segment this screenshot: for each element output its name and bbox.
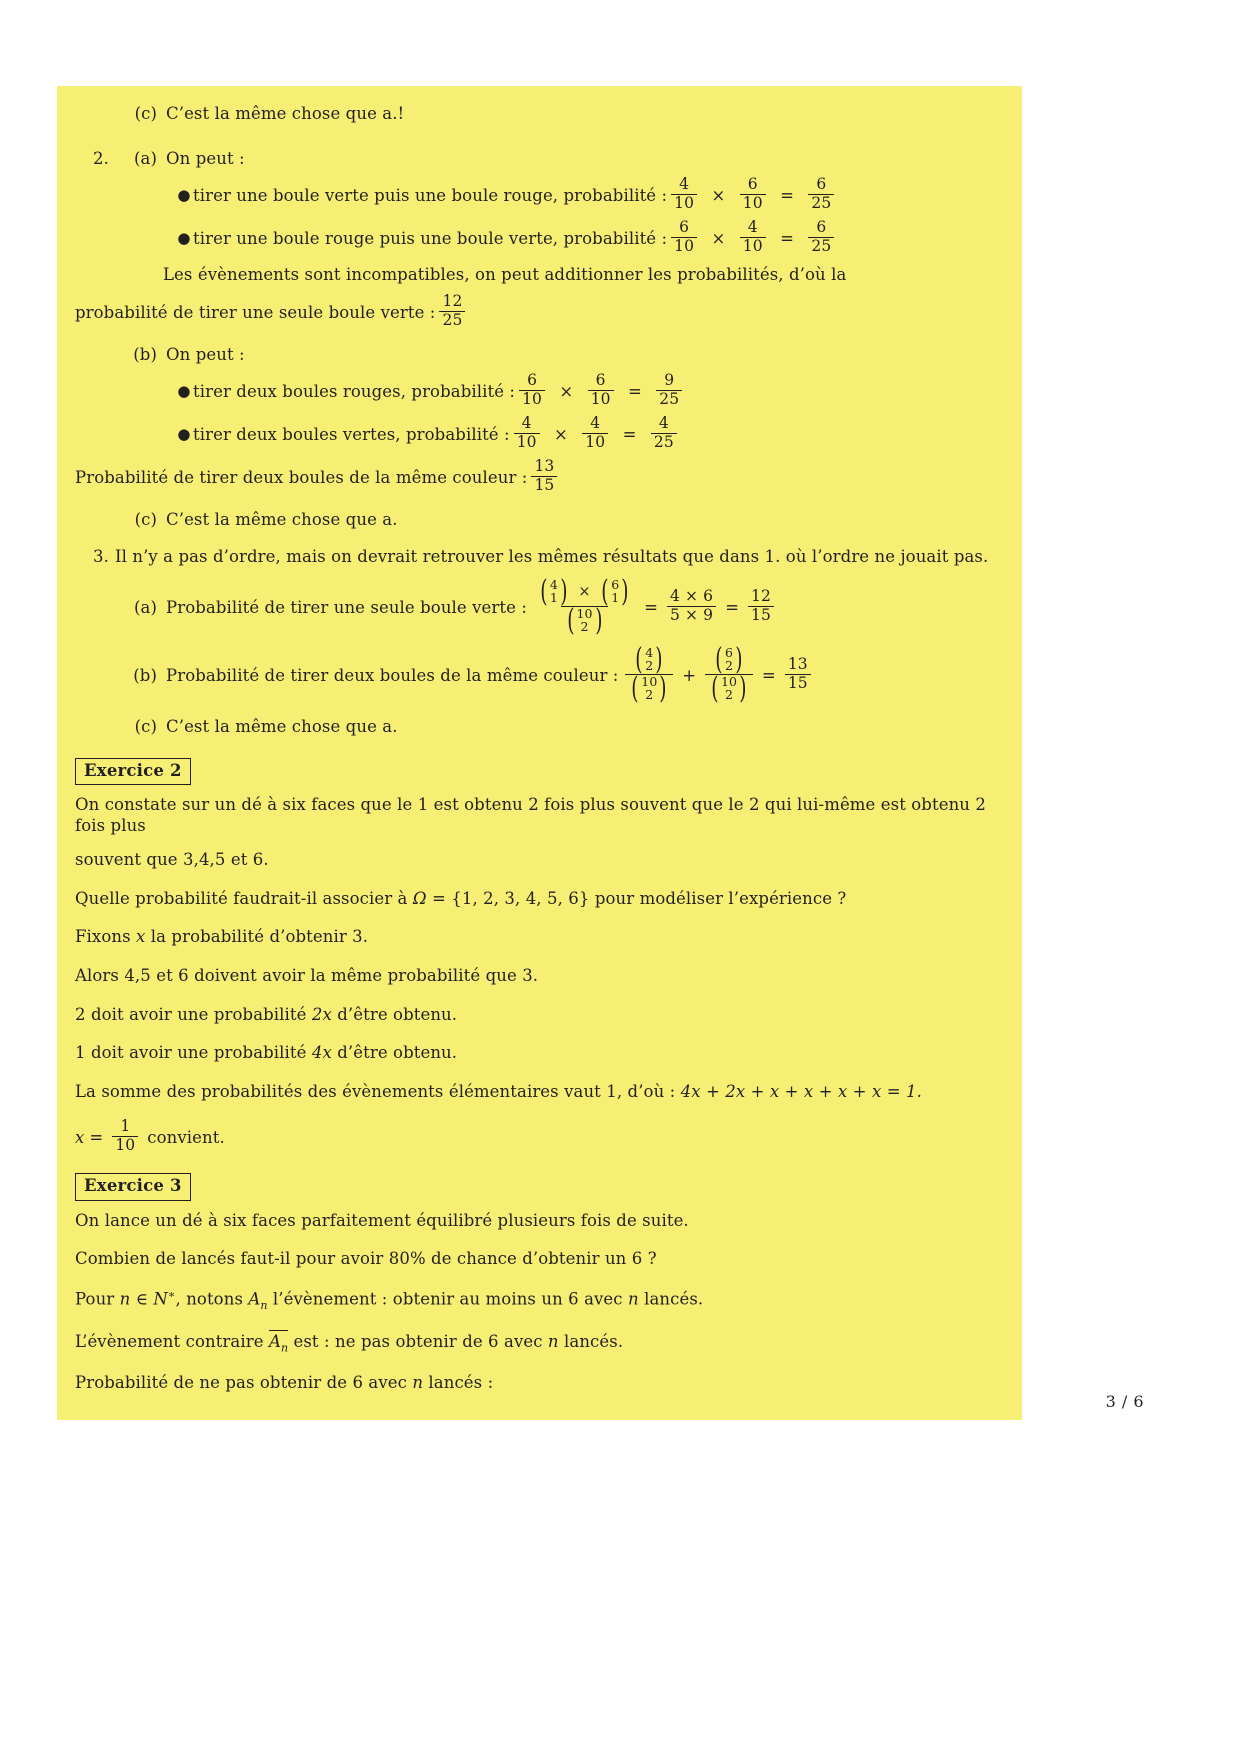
bullet-dot-icon: ●	[177, 229, 191, 248]
fraction-6-25	[808, 220, 834, 255]
fraction-numerator: 6	[816, 175, 827, 194]
exercice3-p4-after: lancés.	[558, 1332, 624, 1352]
variable-n: n	[547, 1332, 559, 1352]
list-label-2c: (c)	[134, 509, 157, 529]
fraction-numerator: 6	[595, 371, 606, 390]
conclusion-2a-line1: Les évènements sont incompatibles, on peut additionner les probabilités, d’où la	[163, 265, 847, 285]
exercice-2-heading: Exercice 2	[75, 758, 191, 785]
exercice2-p3-after: pour modéliser l’expérience ?	[589, 888, 847, 908]
list-item-2b-intro	[75, 345, 1004, 366]
fraction-denominator: 25	[651, 433, 677, 451]
event-A-subscript-n: n	[280, 1341, 289, 1355]
event-A: A	[248, 1289, 261, 1309]
binomial-top: 4	[549, 577, 558, 593]
left-paren: (	[715, 642, 723, 678]
binomial-top: 10	[720, 673, 738, 689]
event-A: A	[268, 1332, 281, 1352]
fraction-4x6-over-5x9	[667, 586, 716, 624]
binomial-stack	[550, 579, 558, 605]
bullet-2b-1-text: tirer deux boules rouges, probabilité :	[193, 382, 516, 402]
math-4x: 4x	[311, 1043, 332, 1063]
fraction-12-15	[748, 586, 774, 624]
list-text-2c: C’est la même chose que a.	[166, 509, 398, 529]
list-number-2: 2.	[93, 148, 109, 168]
math-2x: 2x	[311, 1004, 332, 1024]
binomial-4-2	[633, 642, 665, 678]
exercice3-paragraph-5	[75, 1373, 1004, 1394]
equals-operator: =	[89, 1127, 104, 1147]
exercice3-p5-after: lancés :	[423, 1373, 494, 1393]
binomial-top: 6	[611, 577, 620, 593]
right-paren: )	[739, 670, 747, 706]
fraction-denominator: 10	[582, 433, 608, 451]
list-body-3b	[166, 642, 1004, 706]
exercice2-p6-after: d’être obtenu.	[331, 1004, 458, 1024]
binomial-top: 4	[645, 645, 654, 661]
exercice2-paragraph-3	[75, 889, 1004, 910]
omega-symbol: Ω	[412, 888, 427, 908]
fraction-binom42-over-binom102	[625, 642, 673, 706]
fraction-denominator: 5 × 9	[667, 606, 716, 624]
conclusion-2b-text: Probabilité de tirer deux boules de la même couleur :	[75, 468, 528, 488]
binomial-bottom: 2	[724, 658, 734, 674]
left-paren: (	[631, 670, 640, 706]
fraction-denominator: 10	[740, 237, 766, 255]
fraction-numerator: 9	[664, 371, 675, 390]
bullet-dot-icon: ●	[177, 425, 191, 444]
conclusion-2b	[75, 457, 1004, 496]
list-text-3a: Probabilité de tirer une seule boule verte :	[166, 597, 528, 617]
bullet-2a-1-math	[667, 175, 838, 214]
multiply-operator: ×	[559, 382, 574, 402]
exercice3-p3-before: Pour	[75, 1289, 120, 1309]
highlighted-content-block	[57, 86, 1022, 1420]
fraction-numerator: 4	[658, 414, 669, 433]
list-item-3a	[75, 574, 1004, 638]
multiply-operator: ×	[553, 425, 568, 445]
multiply-operator: ×	[578, 584, 591, 601]
exercice3-p5-before: Probabilité de ne pas obtenir de 6 avec	[75, 1373, 413, 1393]
list-number-3: 3.	[93, 546, 109, 566]
exercice2-p7-after: d’être obtenu.	[331, 1043, 458, 1063]
variable-n: n	[412, 1373, 424, 1393]
left-paren: (	[635, 642, 644, 678]
variable-n: n	[628, 1289, 639, 1309]
fraction-denominator: 10	[671, 237, 697, 255]
exercice3-p3-after: lancés.	[638, 1289, 704, 1309]
fraction-numerator: 13	[787, 654, 808, 673]
fraction-numerator: 12	[751, 586, 771, 605]
bullet-2a-1-text: tirer une boule verte puis une boule rouge, probabilité :	[193, 186, 668, 206]
binomial-10-2	[709, 670, 749, 706]
exercice2-p3-before: Quelle probabilité faudrait-il associer à	[75, 888, 413, 908]
list-item-1c	[75, 104, 1004, 125]
fraction-numerator	[534, 574, 635, 610]
binomial-top: 6	[724, 645, 734, 661]
equals-operator: =	[622, 425, 637, 445]
right-paren: )	[594, 602, 603, 638]
exercice2-p4-before: Fixons	[75, 927, 137, 947]
fraction-4-10	[671, 177, 697, 212]
fraction-denominator: 25	[808, 194, 834, 212]
equals-operator: =	[780, 229, 794, 249]
exercice2-p6-before: 2 doit avoir une probabilité	[75, 1004, 312, 1024]
plus-operator: +	[682, 665, 697, 685]
fraction-numerator: 6	[816, 218, 827, 237]
exercice-3-heading: Exercice 3	[75, 1173, 191, 1200]
bullet-dot-icon: ●	[177, 382, 191, 401]
right-paren: )	[560, 574, 568, 610]
multiply-operator: ×	[711, 186, 726, 206]
page-number-footer: 3 / 6	[1105, 1392, 1144, 1411]
fraction-numerator: 4 × 6	[670, 586, 714, 605]
binomial-top: 10	[641, 673, 658, 689]
bullet-2b-2-math	[510, 414, 681, 453]
list-text-3c: C’est la même chose que a.	[166, 717, 398, 737]
binomial-stack	[725, 647, 733, 673]
exercice2-paragraph-8	[75, 1082, 1004, 1103]
exercice3-paragraph-4	[75, 1330, 1004, 1355]
bullet-2b-2	[175, 414, 1004, 453]
fraction-numerator: 4	[679, 175, 690, 194]
fraction-6-10	[519, 373, 545, 408]
exercice2-p4-after: la probabilité d’obtenir 3.	[145, 927, 369, 947]
list-item-2a-intro	[75, 149, 1004, 170]
equals-operator: =	[644, 597, 659, 617]
fraction-denominator: 10	[740, 194, 766, 212]
conclusion-2a-line2	[75, 291, 1004, 331]
equals-operator: =	[627, 382, 642, 402]
fraction-13-15	[785, 654, 811, 692]
binomial-10-2	[565, 602, 605, 638]
exercice3-p4-mid: est : ne pas obtenir de 6 avec	[288, 1332, 548, 1352]
bullet-dot-icon: ●	[177, 186, 191, 205]
list-body-3a	[166, 574, 1004, 638]
binomial-bottom: 2	[645, 658, 654, 674]
star-superscript: ∗	[167, 1287, 176, 1301]
event-A-subscript-n: n	[260, 1298, 268, 1312]
equals-operator: =	[725, 597, 740, 617]
variable-x: x	[75, 1127, 85, 1147]
fraction-denominator: 15	[748, 606, 774, 624]
binomial-4-1	[538, 574, 570, 610]
binomial-6-2	[713, 642, 745, 678]
fraction-numerator: 1	[120, 1116, 131, 1135]
list-item-3b	[75, 642, 1004, 706]
bullet-2b-1-math	[515, 371, 686, 410]
exercice2-p9-after: convient.	[147, 1127, 225, 1147]
bullet-2a-2	[175, 218, 1004, 257]
list-label-3a: (a)	[133, 597, 157, 617]
exercice3-paragraph-1: On lance un dé à six faces parfaitement équilibré plusieurs fois de suite.	[75, 1210, 689, 1230]
fraction-denominator: 10	[588, 390, 614, 408]
right-paren: )	[735, 642, 743, 678]
binomial-stack	[576, 605, 593, 634]
binomial-top: 10	[576, 605, 593, 621]
fraction-9-25	[656, 373, 682, 408]
fraction-numerator: 6	[527, 371, 538, 390]
exercice2-paragraph-6	[75, 1005, 1004, 1026]
binomial-stack	[720, 673, 738, 702]
multiply-operator: ×	[711, 229, 726, 249]
binomial-bottom: 1	[611, 590, 620, 606]
exercice2-p8-before: La somme des probabilités des évènements élémentaires vaut 1, d’où :	[75, 1081, 681, 1101]
binomial-bottom: 2	[645, 686, 654, 702]
fraction-denominator: 25	[439, 311, 465, 329]
right-paren: )	[621, 574, 629, 610]
fraction-numerator: 6	[679, 218, 690, 237]
fraction-numerator: 12	[442, 291, 463, 310]
variable-x: x	[136, 927, 146, 947]
left-paren: (	[711, 670, 719, 706]
list-text-2a-intro: On peut :	[166, 148, 245, 168]
exercice2-paragraph-4	[75, 927, 1004, 948]
bullet-2b-2-text: tirer deux boules vertes, probabilité :	[193, 425, 510, 445]
fraction-binomials-over-binom	[534, 574, 635, 638]
binomial-stack	[645, 647, 653, 673]
bullet-2a-2-math	[667, 218, 838, 257]
fraction-denominator: 15	[785, 674, 811, 692]
fraction-4-10	[740, 220, 766, 255]
fraction-numerator: 4	[747, 218, 758, 237]
list-text-1c: C’est la même chose que a.!	[166, 104, 405, 123]
bullet-2b-1	[175, 371, 1004, 410]
list-text-3b: Probabilité de tirer deux boules de la même couleur :	[166, 665, 619, 685]
list-label-1c: (c)	[134, 104, 157, 123]
fraction-denominator: 10	[519, 390, 545, 408]
conclusion-2a-line2-text: probabilité de tirer une seule boule verte :	[75, 302, 436, 322]
left-paren: (	[566, 602, 575, 638]
exercice3-paragraph-2: Combien de lancés faut-il pour avoir 80% de chance d’obtenir un 6 ?	[75, 1249, 657, 1269]
exercice3-paragraph-3	[75, 1288, 1004, 1313]
fraction-4-10	[582, 416, 608, 451]
exercice3-p4-before: L’évènement contraire	[75, 1332, 269, 1352]
binomial-6-1	[599, 574, 631, 610]
left-paren: (	[540, 574, 548, 610]
bullet-2a-2-text: tirer une boule rouge puis une boule verte, probabilité :	[193, 229, 668, 249]
fraction-denominator: 15	[531, 476, 557, 494]
fraction-12-25	[439, 291, 465, 329]
exercice2-paragraph-1: On constate sur un dé à six faces que le 1 est obtenu 2 fois plus souvent que le 2 qui lui-même est obtenu 2 fois plus	[75, 794, 986, 835]
list-label-2a: (a)	[133, 148, 157, 168]
list-text-3: Il n’y a pas d’ordre, mais on devrait retrouver les mêmes résultats que dans 1. où l’ordre ne jouait pas.	[115, 546, 989, 566]
list-text-2b-intro: On peut :	[166, 344, 245, 364]
fraction-denominator: 10	[514, 433, 540, 451]
exercice3-p3-mid: , notons	[175, 1289, 249, 1309]
exercice2-paragraph-5: Alors 4,5 et 6 doivent avoir la même probabilité que 3.	[75, 966, 539, 986]
binomial-bottom: 2	[724, 686, 734, 702]
fraction-numerator: 4	[590, 414, 601, 433]
right-paren: )	[655, 642, 663, 678]
fraction-6-10	[588, 373, 614, 408]
list-item-2c	[75, 510, 1004, 531]
exercice3-p3-mid2: l’évènement : obtenir au moins un 6 avec	[267, 1289, 628, 1309]
binomial-stack	[641, 673, 658, 702]
complement-event-A-n	[269, 1330, 288, 1355]
equals-operator: =	[761, 665, 776, 685]
bullet-2a-1	[175, 175, 1004, 214]
fraction-6-10	[671, 220, 697, 255]
binomial-stack	[611, 579, 619, 605]
equation-sum-probabilities: 4x + 2x + x + x + x + x = 1.	[680, 1081, 922, 1101]
exercice2-paragraph-7	[75, 1043, 1004, 1064]
fraction-13-15	[531, 459, 557, 494]
list-label-2b: (b)	[133, 344, 157, 364]
fraction-4-25	[651, 416, 677, 451]
fraction-4-10	[514, 416, 540, 451]
list-item-3	[75, 547, 1004, 568]
fraction-numerator: 6	[747, 175, 758, 194]
fraction-6-25	[808, 177, 834, 212]
equals-operator: =	[780, 186, 794, 206]
fraction-denominator: 25	[656, 390, 682, 408]
list-label-3c: (c)	[134, 717, 157, 737]
exercice2-paragraph-2: souvent que 3,4,5 et 6.	[75, 850, 269, 870]
sample-space-set: {1, 2, 3, 4, 5, 6}	[451, 888, 590, 908]
fraction-denominator	[625, 670, 673, 706]
fraction-denominator	[705, 670, 753, 706]
exercice2-p7-before: 1 doit avoir une probabilité	[75, 1043, 312, 1063]
fraction-numerator: 4	[521, 414, 532, 433]
fraction-numerator: 13	[534, 457, 555, 476]
list-item-3c	[75, 717, 1004, 738]
list-label-3b: (b)	[133, 665, 157, 685]
binomial-bottom: 1	[549, 590, 558, 606]
fraction-1-10	[112, 1116, 138, 1154]
right-paren: )	[659, 670, 667, 706]
exercice2-solution-x	[75, 1116, 1004, 1156]
binomial-bottom: 2	[580, 618, 589, 634]
left-paren: (	[601, 574, 609, 610]
fraction-denominator: 10	[671, 194, 697, 212]
binomial-10-2	[629, 670, 669, 706]
fraction-denominator: 10	[112, 1136, 138, 1154]
fraction-denominator	[561, 602, 609, 638]
fraction-denominator: 25	[808, 237, 834, 255]
fraction-6-10	[740, 177, 766, 212]
math-n-in-N: n ∈ N	[119, 1289, 168, 1309]
equals-sign: =	[426, 888, 452, 908]
fraction-binom62-over-binom102	[705, 642, 753, 706]
